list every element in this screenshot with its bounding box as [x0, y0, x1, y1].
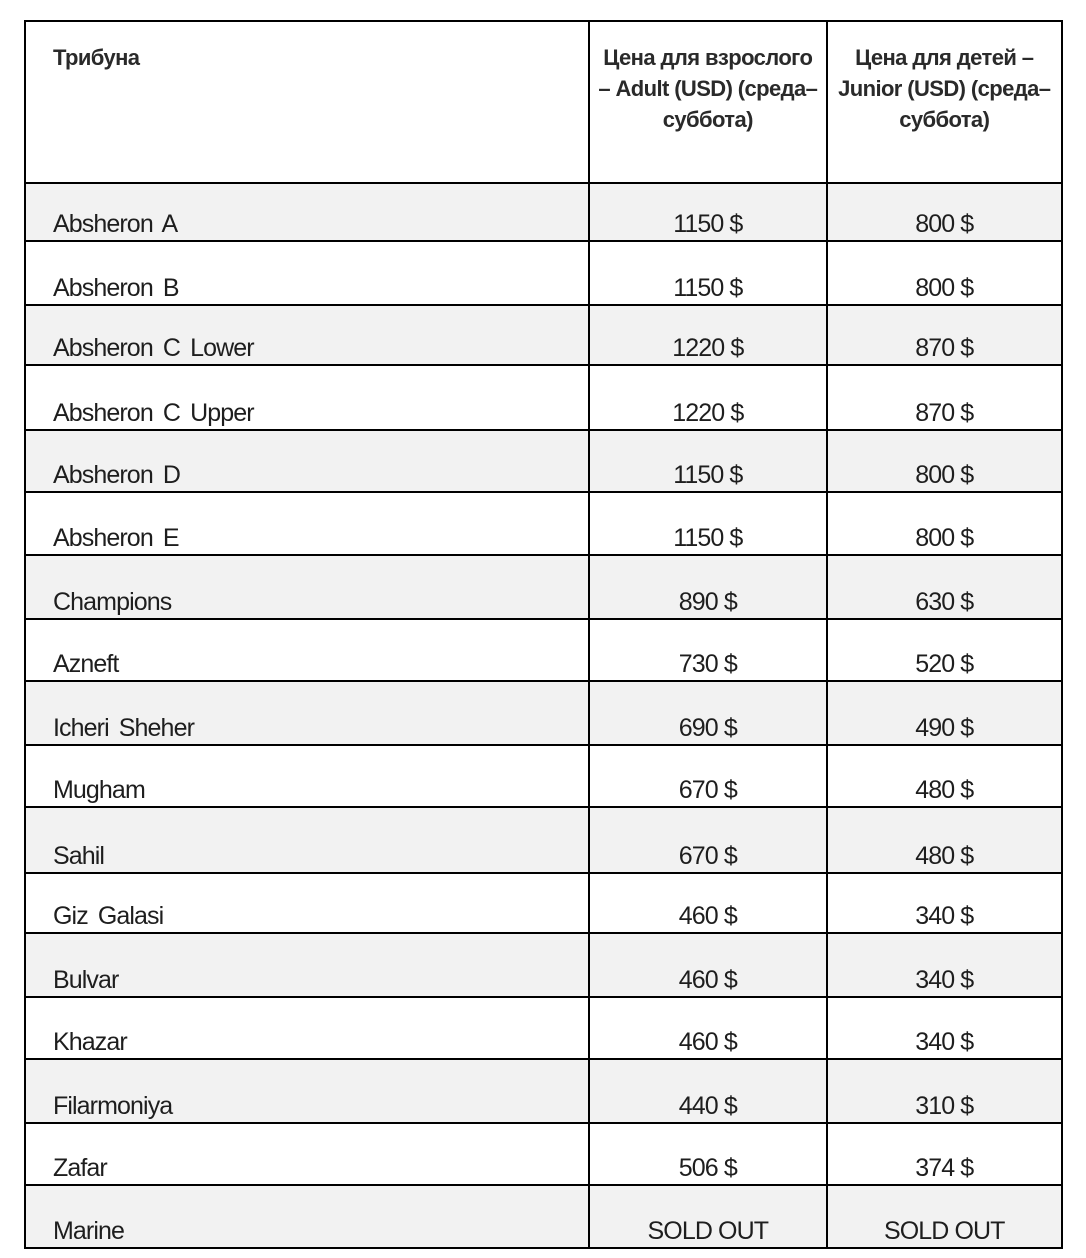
junior-price: 630 $	[827, 555, 1062, 619]
stand-name: Azneft	[25, 619, 589, 681]
junior-price: 340 $	[827, 997, 1062, 1059]
junior-price: 340 $	[827, 873, 1062, 933]
table-row	[25, 807, 1062, 873]
adult-price: 460 $	[589, 997, 826, 1059]
header-junior-price: Цена для детей – Junior (USD) (среда–суббота)	[827, 21, 1062, 183]
table-row	[25, 1123, 1062, 1185]
stand-name: Sahil	[25, 807, 589, 873]
junior-price: 870 $	[827, 365, 1062, 430]
adult-price: SOLD OUT	[589, 1185, 826, 1248]
adult-price: 670 $	[589, 745, 826, 807]
stand-name: Zafar	[25, 1123, 589, 1185]
junior-price: 800 $	[827, 492, 1062, 555]
table-row	[25, 241, 1062, 305]
table-row	[25, 619, 1062, 681]
adult-price: 730 $	[589, 619, 826, 681]
header-row	[25, 21, 1062, 183]
table-row	[25, 681, 1062, 745]
stand-name: Icheri Sheher	[25, 681, 589, 745]
stand-name: Absheron A	[25, 183, 589, 241]
junior-price: 520 $	[827, 619, 1062, 681]
table-row	[25, 305, 1062, 365]
junior-price: 490 $	[827, 681, 1062, 745]
junior-price: 800 $	[827, 430, 1062, 492]
junior-price: 800 $	[827, 183, 1062, 241]
stand-name: Absheron D	[25, 430, 589, 492]
adult-price: 670 $	[589, 807, 826, 873]
junior-price: 480 $	[827, 807, 1062, 873]
header-stand: Трибуна	[25, 21, 589, 183]
stand-name: Marine	[25, 1185, 589, 1248]
stand-name: Champions	[25, 555, 589, 619]
table-body	[25, 183, 1062, 1248]
adult-price: 1150 $	[589, 241, 826, 305]
junior-price: 800 $	[827, 241, 1062, 305]
adult-price: 1220 $	[589, 305, 826, 365]
table-row	[25, 933, 1062, 997]
adult-price: 506 $	[589, 1123, 826, 1185]
adult-price: 440 $	[589, 1059, 826, 1123]
adult-price: 460 $	[589, 933, 826, 997]
stand-name: Khazar	[25, 997, 589, 1059]
junior-price: 374 $	[827, 1123, 1062, 1185]
junior-price: 870 $	[827, 305, 1062, 365]
stand-name: Absheron B	[25, 241, 589, 305]
ticket-price-table	[24, 20, 1063, 1249]
table-row	[25, 873, 1062, 933]
junior-price: 310 $	[827, 1059, 1062, 1123]
stand-name: Absheron E	[25, 492, 589, 555]
table-row	[25, 183, 1062, 241]
adult-price: 690 $	[589, 681, 826, 745]
stand-name: Absheron C Lower	[25, 305, 589, 365]
header-adult-price: Цена для взрослого – Adult (USD) (среда–суббота)	[589, 21, 826, 183]
stand-name: Absheron C Upper	[25, 365, 589, 430]
stand-name: Mugham	[25, 745, 589, 807]
adult-price: 460 $	[589, 873, 826, 933]
table-row	[25, 745, 1062, 807]
adult-price: 1150 $	[589, 430, 826, 492]
stand-name: Giz Galasi	[25, 873, 589, 933]
stand-name: Bulvar	[25, 933, 589, 997]
table-row	[25, 365, 1062, 430]
table-row	[25, 492, 1062, 555]
junior-price: 480 $	[827, 745, 1062, 807]
table-row	[25, 997, 1062, 1059]
adult-price: 1150 $	[589, 183, 826, 241]
table-row	[25, 555, 1062, 619]
adult-price: 1220 $	[589, 365, 826, 430]
junior-price: 340 $	[827, 933, 1062, 997]
table-header	[25, 21, 1062, 183]
junior-price: SOLD OUT	[827, 1185, 1062, 1248]
table-row	[25, 1185, 1062, 1248]
adult-price: 1150 $	[589, 492, 826, 555]
stand-name: Filarmoniya	[25, 1059, 589, 1123]
table-row	[25, 430, 1062, 492]
table-row	[25, 1059, 1062, 1123]
adult-price: 890 $	[589, 555, 826, 619]
